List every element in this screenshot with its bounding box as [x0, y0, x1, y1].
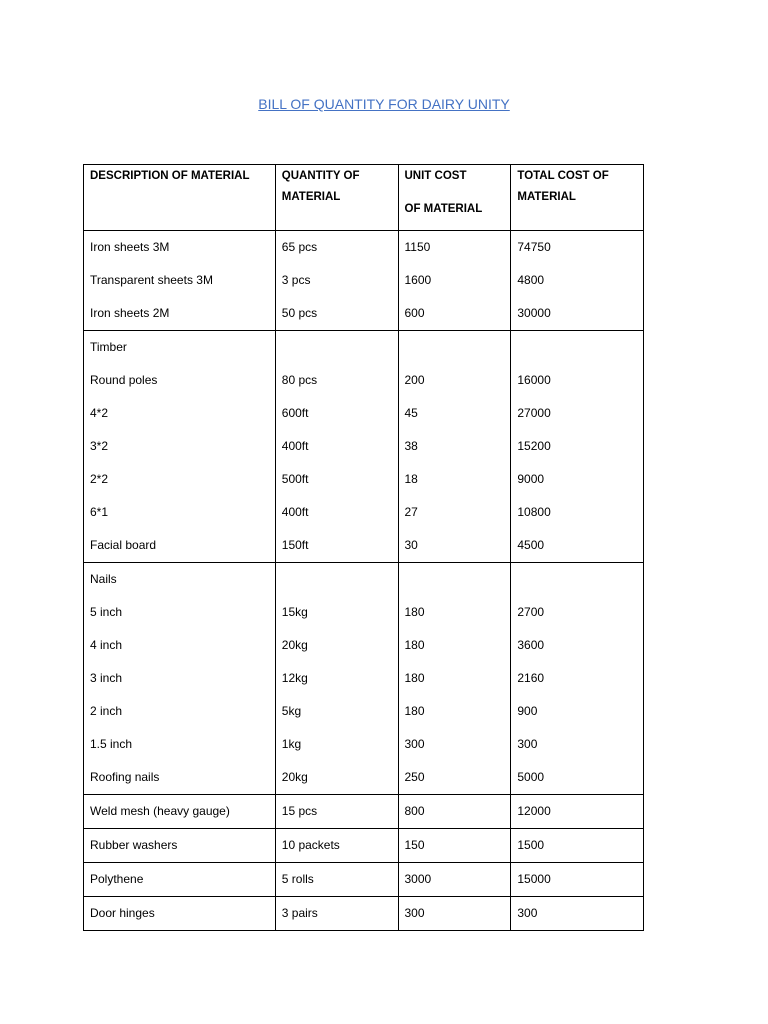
cell-total-cost: [511, 231, 644, 331]
item-unit-cost: 180: [404, 704, 425, 718]
item-description: Door hinges: [90, 906, 155, 920]
item-unit-cost: 30: [404, 538, 418, 552]
item-unit-cost: 45: [404, 406, 418, 420]
item-description: 1.5 inch: [90, 737, 133, 751]
cell-description: [84, 829, 276, 863]
header-total-cost-line: MATERIAL: [517, 191, 576, 203]
cell-unit-cost: [398, 231, 511, 331]
cell-quantity: [275, 897, 398, 931]
header-unit-cost: [398, 165, 511, 231]
header-description: [84, 165, 276, 231]
item-quantity: 1kg: [281, 737, 302, 751]
item-description: 4*2: [90, 406, 109, 420]
item-unit-cost: 800: [404, 804, 425, 818]
item-total-cost: 5000: [517, 770, 545, 784]
cell-total-cost: [511, 795, 644, 829]
item-quantity: 5kg: [281, 704, 302, 718]
item-total-cost: 27000: [517, 406, 551, 420]
item-quantity: 5 rolls: [281, 872, 314, 886]
group-heading: Timber: [90, 340, 127, 354]
cell-description: [84, 563, 276, 795]
item-total-cost: 1500: [517, 838, 545, 852]
item-quantity: 12kg: [281, 671, 308, 685]
item-total-cost: 9000: [517, 472, 545, 486]
item-unit-cost: 300: [404, 906, 425, 920]
item-unit-cost: 1150: [404, 240, 431, 254]
cell-description: [84, 331, 276, 563]
header-quantity-line: QUANTITY OF: [281, 170, 360, 182]
cell-description: [84, 795, 276, 829]
item-quantity: 20kg: [281, 770, 308, 784]
item-unit-cost: 600: [404, 306, 425, 320]
item-unit-cost: 300: [404, 737, 425, 751]
item-total-cost: 10800: [517, 505, 551, 519]
item-description: 2 inch: [90, 704, 123, 718]
item-unit-cost: 1600: [404, 273, 432, 287]
cell-unit-cost: [398, 863, 511, 897]
item-description: Facial board: [90, 538, 157, 552]
item-quantity: 20kg: [281, 638, 308, 652]
table-row: [84, 863, 644, 897]
item-unit-cost: 200: [404, 373, 425, 387]
item-description: Weld mesh (heavy gauge): [90, 804, 230, 818]
cell-unit-cost: [398, 563, 511, 795]
header-quantity: [275, 165, 398, 231]
item-total-cost: 3600: [517, 638, 545, 652]
item-description: 3 inch: [90, 671, 123, 685]
item-unit-cost: 27: [404, 505, 418, 519]
table-row: [84, 897, 644, 931]
table-row: [84, 563, 644, 795]
item-total-cost: 15000: [517, 872, 551, 886]
item-quantity: 500ft: [281, 472, 309, 486]
cell-unit-cost: [398, 897, 511, 931]
table-row: [84, 231, 644, 331]
bill-of-quantity-table: [83, 164, 644, 931]
item-unit-cost: 180: [404, 638, 425, 652]
item-total-cost: 900: [517, 704, 538, 718]
item-description: 2*2: [90, 472, 109, 486]
cell-description: [84, 897, 276, 931]
cell-total-cost: [511, 863, 644, 897]
item-description: 4 inch: [90, 638, 123, 652]
item-total-cost: 4500: [517, 538, 545, 552]
header-quantity-line: MATERIAL: [281, 191, 341, 203]
document-title: BILL OF QUANTITY FOR DAIRY UNITY: [258, 96, 510, 112]
cell-quantity: [275, 231, 398, 331]
item-description: Transparent sheets 3M: [90, 273, 213, 287]
item-description: Roofing nails: [90, 770, 160, 784]
item-quantity: 400ft: [281, 505, 309, 519]
cell-quantity: [275, 331, 398, 563]
item-description: Iron sheets 3M: [90, 240, 170, 254]
header-total-cost-line: TOTAL COST OF: [517, 170, 609, 182]
cell-total-cost: [511, 897, 644, 931]
item-total-cost: 15200: [517, 439, 551, 453]
item-total-cost: 300: [517, 906, 538, 920]
cell-description: [84, 231, 276, 331]
item-description: 5 inch: [90, 605, 123, 619]
item-total-cost: 300: [517, 737, 538, 751]
cell-total-cost: [511, 331, 644, 563]
item-total-cost: 16000: [517, 373, 551, 387]
item-unit-cost: 38: [404, 439, 418, 453]
cell-quantity: [275, 563, 398, 795]
item-total-cost: 2160: [517, 671, 545, 685]
item-unit-cost: 180: [404, 671, 425, 685]
item-quantity: 3 pcs: [281, 273, 311, 287]
item-unit-cost: 3000: [404, 872, 432, 886]
cell-total-cost: [511, 563, 644, 795]
item-description: 6*1: [90, 505, 109, 519]
item-quantity: 15 pcs: [281, 804, 318, 818]
cell-unit-cost: [398, 331, 511, 563]
item-unit-cost: 18: [404, 472, 418, 486]
item-total-cost: 30000: [517, 306, 551, 320]
item-description: Rubber washers: [90, 838, 178, 852]
item-quantity: 600ft: [281, 406, 309, 420]
table-row: [84, 795, 644, 829]
group-heading: Nails: [90, 572, 117, 586]
item-quantity: 80 pcs: [281, 373, 318, 387]
item-description: 3*2: [90, 439, 109, 453]
item-total-cost: 12000: [517, 804, 551, 818]
cell-unit-cost: [398, 795, 511, 829]
item-total-cost: 74750: [517, 240, 551, 254]
item-unit-cost: 250: [404, 770, 425, 784]
item-unit-cost: 180: [404, 605, 425, 619]
item-quantity: 3 pairs: [281, 906, 318, 920]
item-quantity: 15kg: [281, 605, 308, 619]
item-description: Polythene: [90, 872, 144, 886]
item-quantity: 150ft: [281, 538, 309, 552]
cell-quantity: [275, 829, 398, 863]
header-unit-cost-line: OF MATERIAL: [404, 203, 483, 215]
table-header-row: [84, 165, 644, 231]
header-total-cost: [511, 165, 644, 231]
item-total-cost: 4800: [517, 273, 545, 287]
cell-quantity: [275, 795, 398, 829]
item-unit-cost: 150: [404, 838, 425, 852]
table-row: [84, 829, 644, 863]
table-row: [84, 331, 644, 563]
cell-quantity: [275, 863, 398, 897]
item-quantity: 65 pcs: [281, 240, 318, 254]
cell-description: [84, 863, 276, 897]
cell-unit-cost: [398, 829, 511, 863]
item-description: Round poles: [90, 373, 158, 387]
header-description-line: DESCRIPTION OF MATERIAL: [90, 170, 250, 182]
item-quantity: 400ft: [281, 439, 309, 453]
item-quantity: 50 pcs: [281, 306, 318, 320]
item-total-cost: 2700: [517, 605, 545, 619]
header-unit-cost-line: UNIT COST: [404, 170, 467, 182]
item-description: Iron sheets 2M: [90, 306, 170, 320]
cell-total-cost: [511, 829, 644, 863]
item-quantity: 10 packets: [281, 838, 340, 852]
